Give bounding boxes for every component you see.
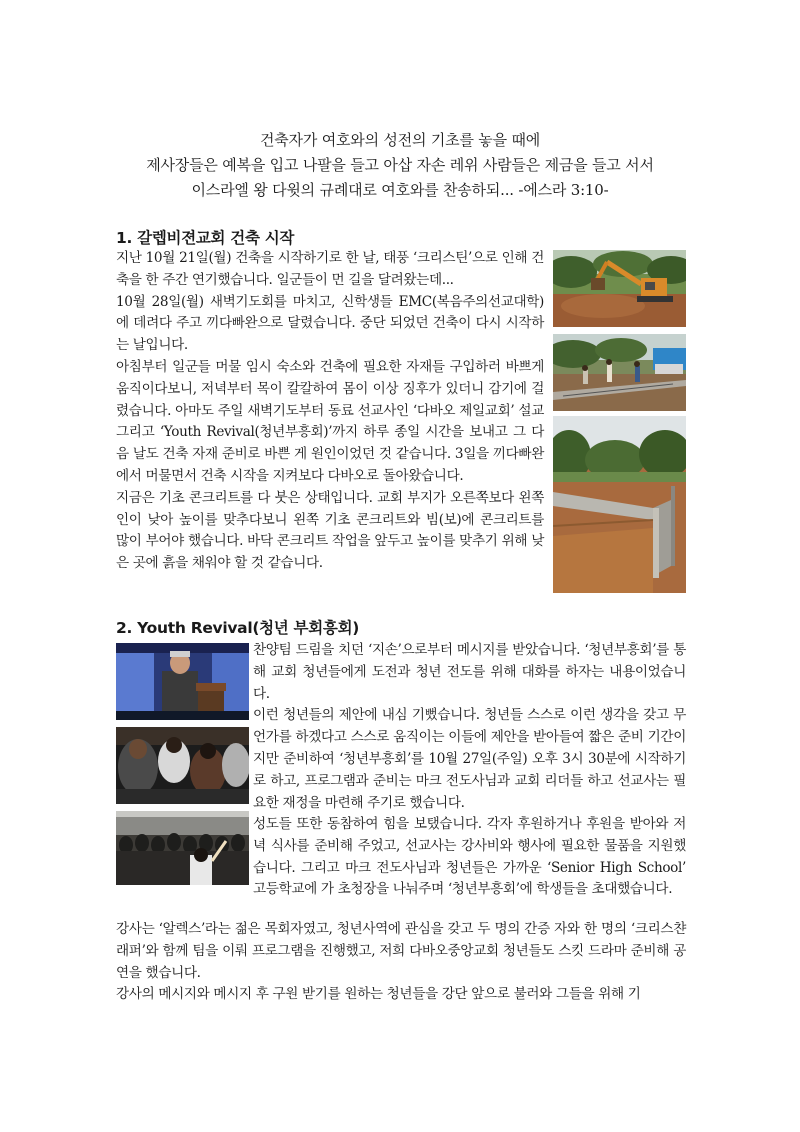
construction-excavator-photo	[553, 250, 686, 327]
epigraph	[100, 128, 700, 203]
epigraph-line-3: 이스라엘 왕 다윗의 규례대로 여호와를 찬송하되... -에스라 3:10-	[191, 181, 609, 199]
concrete-foundation-photo	[553, 416, 686, 593]
section-2-paragraph: 찬양팀 드림을 치던 ‘지손’으로부터 메시지를 받았습니다. ‘청년부흥회’를 통해 교회 청년들에게 도전과 청년 전도를 위해 대화를 하자는 내용이었습니다.	[253, 642, 686, 702]
section-2-body-beside-photos	[253, 640, 686, 814]
revival-congregation-photo	[116, 811, 249, 885]
section-1-paragraph: 지금은 기초 콘크리트를 다 붓은 상태입니다. 교회 부지가 오른쪽보다 왼쪽인이 낮아 높이를 맞추다보니 왼쪽 기초 콘크리트와 빔(보)에 콘크리트를 많이 부어야 했습니다. 바닥 콘크리트 작업을 앞두고 높이를 맞추기 위해 낮은 곳에 흙을 채워야 할 것 같습니다.	[116, 489, 544, 572]
section-1-paragraph: 10월 28일(월) 새벽기도회를 마치고, 신학생들 EMC(복음주의선교대학)에 데려다 주고 끼다빠완으로 달렸습니다. 중단 되었던 건축이 다시 시작하는 날입니다.	[116, 293, 544, 354]
revival-speaker-photo	[116, 643, 249, 720]
section-2-paragraph: 성도들 또한 동참하여 힘을 보탰습니다. 각자 후원하거나 후원을 받아와 저녁 식사를 준비해 주었고, 선교사는 강사비와 행사에 필요한 물품을 지원했습니다. 그리고 마크 전도사님과 청년들은 가까운 ‘Senior High School’ 고등학교에 가 초청장을 나눠주며 ‘청년부흥회’에 학생들을 초대했습니다.	[253, 816, 686, 898]
section-2-paragraph: 이런 청년들의 제안에 내심 기뻤습니다. 청년들 스스로 이런 생각을 갖고 무언가를 하겠다고 스스로 움직이는 이들에 제안을 받아들여 짧은 준비 기간이지만 준비하여 ‘청년부흥회’를 10월 27일(주일) 오후 3시 30분에 시작하기로 하고, 프로그램과 준비는 마크 전도사님과 교회 리더들 하고 선교사는 필요한 재정을 마련해 주기로 했습니다.	[253, 707, 686, 811]
section-2-paragraph: 강사의 메시지와 메시지 후 구원 받기를 원하는 청년들을 강단 앞으로 불러와 그들을 위해 기	[116, 986, 641, 1003]
section-2-body-full-width	[116, 919, 686, 1006]
section-1-paragraph: 아침부터 일군들 머물 임시 숙소와 건축에 필요한 자재들 구입하러 바쁘게 움직이다보니, 저녁부터 목이 칼칼하여 몸이 이상 징후가 있더니 감기에 걸렸습니다. 아마도 주일 새벽기도부터 동료 선교사인 ‘다바오 제일교회’ 설교 그리고 ‘Youth Revival(청년부흥회)’까지 하루 종일 시간을 보내고 그 다음 날도 건축 자재 준비로 바쁜 게 원인이었던 것 같습니다. 3일을 끼다빠완에서 머물면서 건축 시작을 지켜보다 다바오로 돌아왔습니다.	[116, 358, 544, 484]
section-2-body-beside-photos-2	[253, 814, 686, 901]
section-1-paragraph: 지난 10월 21일(월) 건축을 시작하기로 한 날, 태풍 ‘크리스틴’으로 인해 건축을 한 주간 연기했습니다. 일군들이 먼 길을 달려왔는데...	[116, 250, 544, 288]
construction-workers-photo	[553, 334, 686, 411]
revival-prayer-photo	[116, 727, 249, 804]
section-2-heading: 2. Youth Revival(청년 부회흥회)	[116, 619, 360, 637]
epigraph-line-2: 제사장들은 예복을 입고 나팔을 들고 아삽 자손 레위 사람들은 제금을 들고 서서	[146, 156, 654, 174]
section-1-heading: 1. 갈렙비젼교회 건축 시작	[116, 229, 295, 247]
section-1-body	[116, 248, 544, 575]
section-2-paragraph: 강사는 ‘알렉스’라는 젊은 목회자였고, 청년사역에 관심을 갖고 두 명의 간증 자와 한 명의 ‘크리스챤 래퍼’와 함께 팀을 이뤄 프로그램을 진행했고, 저희 다바오중앙교회 청년들도 스킷 드라마 준비해 공연을 했습니다.	[116, 921, 686, 981]
epigraph-line-1: 건축자가 여호와의 성전의 기초를 놓을 때에	[259, 131, 541, 149]
